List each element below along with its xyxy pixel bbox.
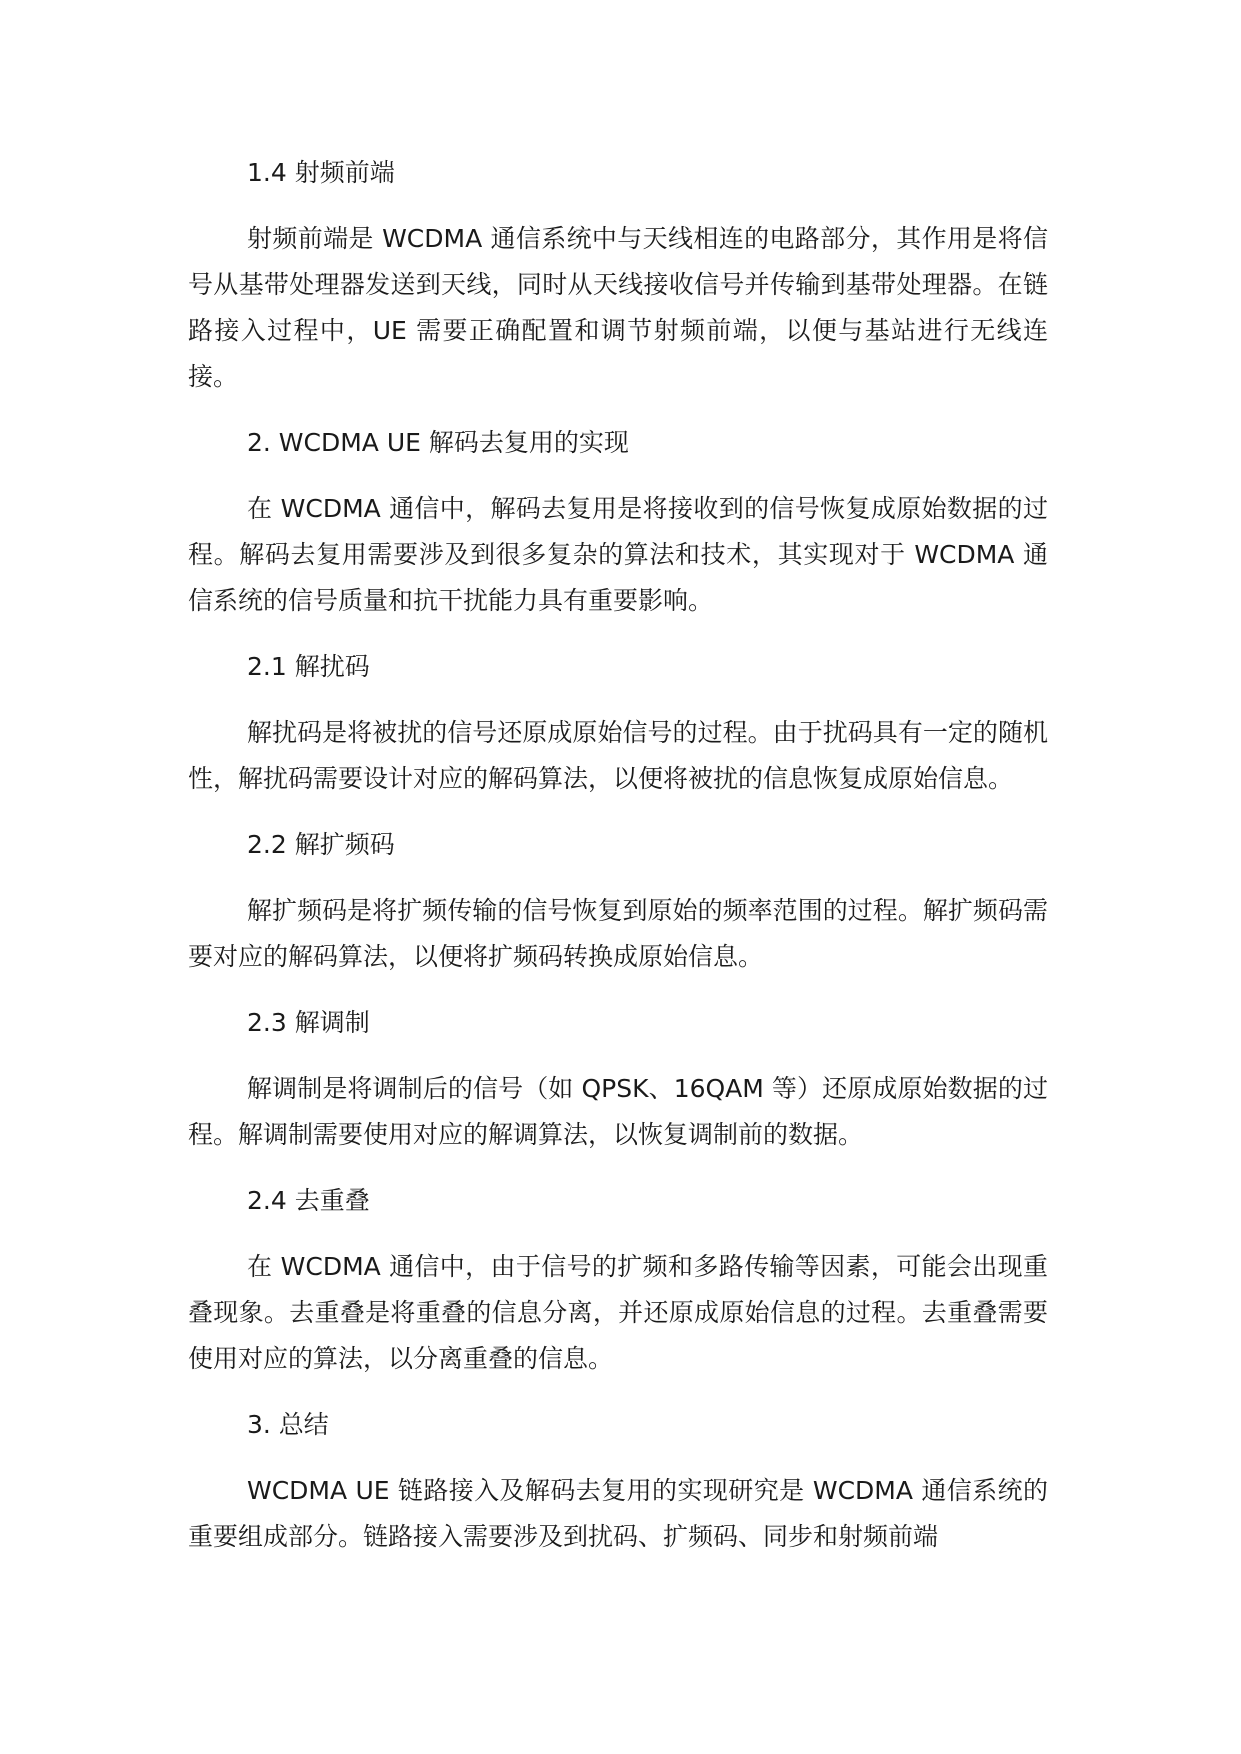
paragraph-deoverlap: 在 WCDMA 通信中，由于信号的扩频和多路传输等因素，可能会出现重叠现象。去重叠是将重叠的信息分离，并还原成原始信息的过程。去重叠需要使用对应的算法，以分离重叠的信息。	[188, 1252, 1048, 1373]
paragraph-rf-frontend: 射频前端是 WCDMA 通信系统中与天线相连的电路部分，其作用是将信号从基带处理器发送到天线，同时从天线接收信号并传输到基带处理器。在链路接入过程中，UE 需要正确配置和调节射频前端，以便与基站进行无线连接。	[188, 224, 1048, 391]
section-heading-2-2: 2.2 解扩频码	[247, 830, 395, 859]
paragraph-despreading: 解扩频码是将扩频传输的信号恢复到原始的频率范围的过程。解扩频码需要对应的解码算法，以便将扩频码转换成原始信息。	[188, 896, 1048, 971]
section-heading-3: 3. 总结	[247, 1410, 329, 1439]
section-heading-1-4: 1.4 射频前端	[247, 158, 395, 187]
paragraph-demodulation: 解调制是将调制后的信号（如 QPSK、16QAM 等）还原成原始数据的过程。解调制需要使用对应的解调算法，以恢复调制前的数据。	[188, 1074, 1048, 1149]
paragraph-decode-demux: 在 WCDMA 通信中，解码去复用是将接收到的信号恢复成原始数据的过程。解码去复用需要涉及到很多复杂的算法和技术，其实现对于 WCDMA 通信系统的信号质量和抗干扰能力具有重要影响。	[188, 494, 1048, 615]
section-heading-2-1: 2.1 解扰码	[247, 652, 370, 681]
paragraph-descrambling: 解扰码是将被扰的信号还原成原始信号的过程。由于扰码具有一定的随机性，解扰码需要设计对应的解码算法，以便将被扰的信息恢复成原始信息。	[188, 718, 1048, 793]
section-heading-2: 2. WCDMA UE 解码去复用的实现	[247, 428, 629, 457]
section-heading-2-3: 2.3 解调制	[247, 1008, 370, 1037]
document-page	[188, 150, 1048, 1580]
paragraph-summary: WCDMA UE 链路接入及解码去复用的实现研究是 WCDMA 通信系统的重要组成部分。链路接入需要涉及到扰码、扩频码、同步和射频前端	[188, 1476, 1048, 1551]
section-heading-2-4: 2.4 去重叠	[247, 1186, 370, 1215]
